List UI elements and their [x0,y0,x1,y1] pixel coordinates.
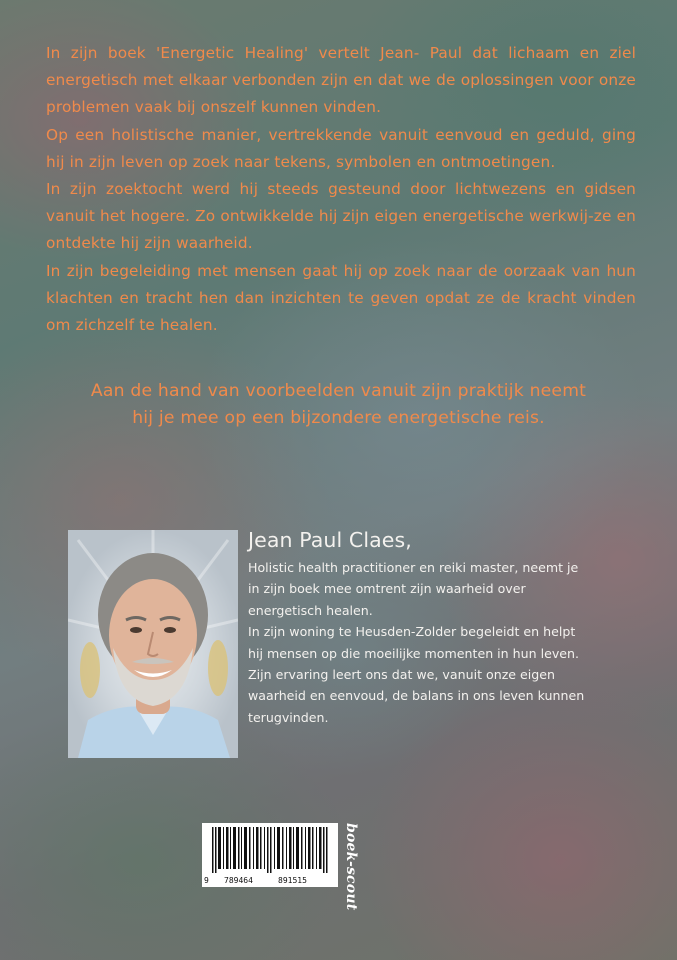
publisher-logo [336,823,366,923]
bio-paragraph: In zijn woning te Heusden-Zolder begeleidt en helpt hij mensen op die moeilijke momenten in hun leven. [248,624,580,661]
barcode-group-2: 891515 [278,876,307,885]
intro-paragraph: In zijn begeleiding met mensen gaat hij op zoek naar de oorzaak van hun klachten en tracht hen dan inzichten te geven opdat ze de kracht vinden om zichzelf te healen. [46,261,636,335]
isbn-barcode [202,823,338,887]
author-photo [68,530,238,758]
publisher-name: boek-scout [343,823,359,911]
intro-paragraph: In zijn boek 'Energetic Healing' vertelt Jean- Paul dat lichaam en ziel energetisch met elkaar verbonden zijn en dat we de oplossingen voor onze problemen vaak bij onszelf kunnen vinden. [46,44,636,117]
intro-paragraph: In zijn zoektocht werd hij steeds gesteund door lichtwezens en gidsen vanuit het hogere. Zo ontwikkelde hij zijn eigen energetische werkwij-ze en ontdekte hij zijn waarheid. [46,180,636,253]
author-name: Jean Paul Claes, [248,528,412,552]
barcode-group-1: 789464 [224,876,253,885]
author-bio [248,557,588,728]
barcode-lead-digit: 9 [204,876,209,885]
tagline [30,378,647,432]
barcode-bars [202,823,338,875]
tagline-line: Aan de hand van voorbeelden vanuit zijn praktijk neemt [90,381,587,401]
bio-paragraph: Holistic health practitioner en reiki master, neemt je in zijn boek mee omtrent zijn waarheid over energetisch healen. [248,560,579,618]
intro-text [46,40,636,339]
intro-paragraph: Op een holistische manier, vertrekkende vanuit eenvoud en geduld, ging hij in zijn leven op zoek naar tekens, symbolen en ontmoetingen. [46,125,636,171]
author-portrait-illustration [68,530,238,758]
tagline-line: hij je mee op een bijzondere energetische reis. [132,408,545,428]
bio-paragraph: Zijn ervaring leert ons dat we, vanuit onze eigen waarheid en eenvoud, de balans in ons leven kunnen terugvinden. [248,667,585,725]
